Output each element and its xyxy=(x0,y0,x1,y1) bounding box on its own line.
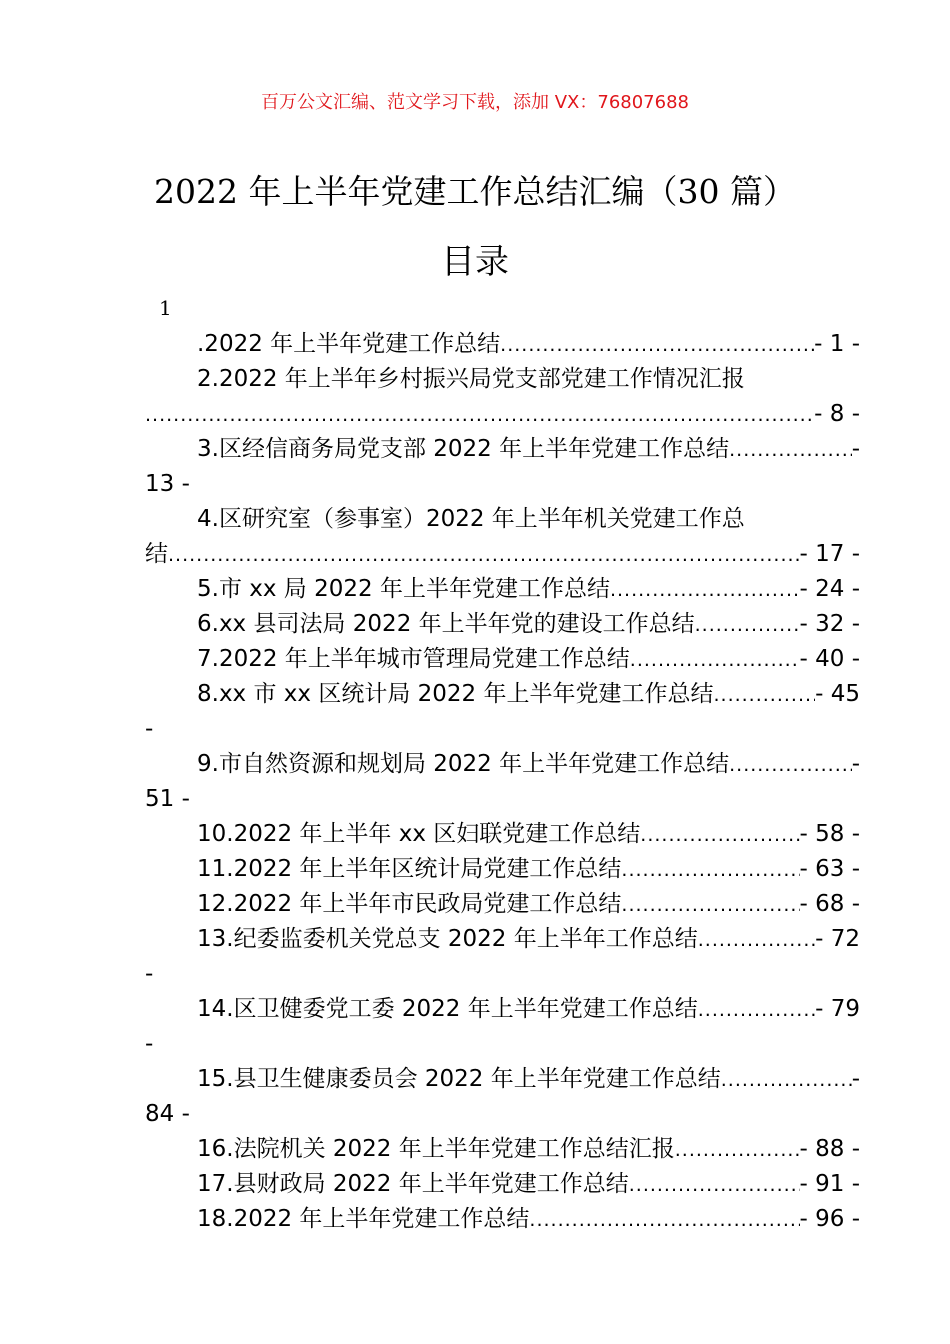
toc-entry-14-continuation[interactable]: - xyxy=(145,1031,154,1057)
toc-entry-15[interactable]: 15.县卫生健康委员会 2022 年上半年党建工作总结 ..... - xyxy=(145,1062,860,1097)
toc-entry-16[interactable]: 16.法院机关 2022 年上半年党建工作总结汇报 ..... - 88 - xyxy=(145,1132,860,1167)
toc-entry-11[interactable]: 11.2022 年上半年区统计局党建工作总结 ..... - 63 - xyxy=(145,852,860,887)
toc-entry-9[interactable]: 9.市自然资源和规划局 2022 年上半年党建工作总结 ..... - xyxy=(145,747,860,782)
toc-entry-9-continuation[interactable]: 51 - xyxy=(145,786,190,812)
toc-entry-14[interactable]: 14.区卫健委党工委 2022 年上半年党建工作总结 ..... - 79 xyxy=(145,992,860,1027)
toc-entry-10[interactable]: 10.2022 年上半年 xx 区妇联党建工作总结 ..... - 58 - xyxy=(145,817,860,852)
toc-entry-5[interactable]: 5.市 xx 局 2022 年上半年党建工作总结 ..... - 24 - xyxy=(145,572,860,607)
toc-entry-8[interactable]: 8.xx 市 xx 区统计局 2022 年上半年党建工作总结 ..... - 45 xyxy=(145,677,860,712)
toc-entry-1[interactable]: .2022 年上半年党建工作总结 ..... - 1 - xyxy=(145,327,860,362)
document-title: 2022 年上半年党建工作总结汇编（30 篇） xyxy=(154,172,796,211)
toc-entry-18[interactable]: 18.2022 年上半年党建工作总结 ..... - 96 - xyxy=(145,1202,860,1237)
toc-entry-12[interactable]: 12.2022 年上半年市民政局党建工作总结 ..... - 68 - xyxy=(145,887,860,922)
download-banner: 百万公文汇编、范文学习下载，添加 VX：76807688 xyxy=(261,92,689,113)
first-entry-number: 1 xyxy=(159,296,172,320)
toc-entry-3[interactable]: 3.区经信商务局党支部 2022 年上半年党建工作总结 ..... - xyxy=(145,432,860,467)
table-of-contents xyxy=(145,327,860,1237)
toc-entry-4[interactable]: 4.区研究室（参事室）2022 年上半年机关党建工作总 xyxy=(197,506,745,532)
toc-entry-3-continuation[interactable]: 13 - xyxy=(145,471,190,497)
toc-entry-8-continuation[interactable]: - xyxy=(145,716,154,742)
toc-entry-15-continuation[interactable]: 84 - xyxy=(145,1101,190,1127)
toc-entry-6[interactable]: 6.xx 县司法局 2022 年上半年党的建设工作总结 ..... - 32 - xyxy=(145,607,860,642)
toc-entry-13-continuation[interactable]: - xyxy=(145,961,154,987)
toc-entry-4-continuation[interactable]: 结 ..... - 17 - xyxy=(145,537,860,572)
toc-heading: 目录 xyxy=(441,242,509,282)
toc-entry-17[interactable]: 17.县财政局 2022 年上半年党建工作总结 ..... - 91 - xyxy=(145,1167,860,1202)
toc-entry-7[interactable]: 7.2022 年上半年城市管理局党建工作总结 ..... - 40 - xyxy=(145,642,860,677)
toc-entry-13[interactable]: 13.纪委监委机关党总支 2022 年上半年工作总结 ..... - 72 xyxy=(145,922,860,957)
toc-entry-2[interactable]: 2.2022 年上半年乡村振兴局党支部党建工作情况汇报 xyxy=(197,366,745,392)
toc-entry-2-continuation[interactable]: ..... - 8 - xyxy=(145,397,860,432)
